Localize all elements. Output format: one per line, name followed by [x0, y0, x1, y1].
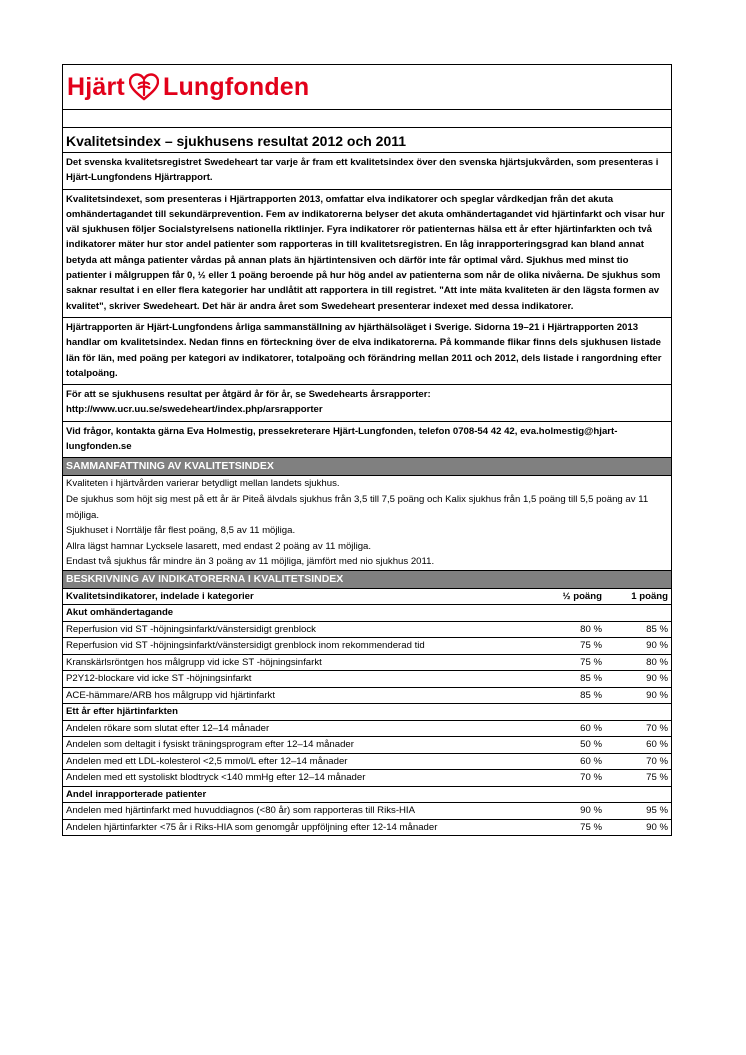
column-header-one-point: 1 poäng	[605, 589, 671, 605]
half-point-value: 75 %	[509, 654, 605, 671]
one-point-value: 90 %	[646, 821, 668, 833]
category-row	[63, 704, 671, 721]
indicator-label: Andelen hjärtinfarkter <75 år i Riks-HIA som genomgår uppföljning efter 12-14 månader	[66, 821, 438, 833]
half-point-value: 60 %	[509, 753, 605, 770]
half-point-value: 70 %	[509, 770, 605, 787]
table-row	[63, 621, 671, 638]
one-point-value: 90 %	[605, 687, 671, 704]
intro-paragraph: Det svenska kvalitetsregistret Swedeheart tar varje år fram ett kvalitetsindex över den svenska hjärtsjukvården, som presenteras i Hjärt-Lungfondens Hjärtrapport.	[63, 153, 671, 190]
heart-logo-icon	[129, 73, 159, 101]
indicator-label: Andelen som deltagit i fysiskt träningsprogram efter 12–14 månader	[63, 737, 509, 754]
table-row	[63, 770, 671, 787]
category-label: Ett år efter hjärtinfarkten	[63, 704, 671, 721]
table-row	[63, 753, 671, 770]
table-row	[63, 819, 671, 835]
contact-paragraph: Vid frågor, kontakta gärna Eva Holmestig, pressekreterare Hjärt-Lungfonden, telefon 0708-54 42 42, eva.holmestig@hjart-lungfonden.se	[63, 422, 671, 459]
one-point-value: 70 %	[605, 720, 671, 737]
brand-logo	[63, 65, 671, 110]
summary-line: De sjukhus som höjt sig mest på ett år är Piteå älvdals sjukhus från 3,5 till 7,5 poäng och Kalix sjukhus från 1,5 poäng till 5,5 poäng av 11 möjliga.	[66, 493, 649, 521]
summary-list	[63, 476, 671, 571]
table-row	[63, 654, 671, 671]
annual-reports-paragraph	[63, 385, 671, 422]
table-row	[63, 638, 671, 655]
index-description-paragraph: Kvalitetsindexet, som presenteras i Hjärtrapporten 2013, omfattar elva indikatorer och speglar vårdkedjan från det akuta omhändertagandet till sekundärprevention. Fem av indikatorerna belyser det akuta omhändertagandet vid hjärtinfarkt och visar hur väl sjukhusen följer Socialstyrelsens nationella riktlinjer. Fyra indikatorer rör patienternas hälsa ett år efter hjärtinfarkten och två indikatorer mäter hur stor andel patienter som rapporteras in till kvalitetsregistren. En låg inrapporteringsgrad kan bland annat betyda att många patienter vårdas på annan plats än hjärtintensiven och därför inte får optimal vård. Sjukhus med minst tio patienter i målgruppen får 0, ½ eller 1 poäng beroende på hur hög andel av patienterna som når de olika nivåerna. De sjukhus som saknar resultat i en eller flera kategorier har undlåtit att rapportera in till registret. "Att inte mäta kvaliteten är den lägsta formen av kvalitet", skriver Swedeheart. Det här är andra året som Swedeheart presenterar indexet med dessa indikatorer.	[63, 190, 671, 318]
report-paragraph: Hjärtrapporten är Hjärt-Lungfondens årliga sammanställning av hjärthälsoläget i Sverige. Sidorna 19–21 i Hjärtrapporten 2013 handlar om kvalitetsindex. Nedan finns en förteckning över de elva indikatorerna. På kommande flikar finns dels sjukhusen listade län för län, med poäng per kategori av indikatorer, totalpoäng och förändring mellan 2011 och 2012, dels listade i rangordning efter totalpoäng.	[63, 318, 671, 385]
half-point-value: 75 %	[580, 821, 602, 833]
half-point-value: 60 %	[509, 720, 605, 737]
indicator-label: Andelen med ett LDL-kolesterol <2,5 mmol/L efter 12–14 månader	[63, 753, 509, 770]
brand-name-left: Hjärt	[67, 72, 125, 101]
indicator-label: ACE-hämmare/ARB hos målgrupp vid hjärtinfarkt	[63, 687, 509, 704]
indicator-label: P2Y12-blockare vid icke ST -höjningsinfarkt	[63, 671, 509, 688]
one-point-value: 80 %	[605, 654, 671, 671]
indicator-label: Andelen rökare som slutat efter 12–14 månader	[63, 720, 509, 737]
document-title: Kvalitetsindex – sjukhusens resultat 2012 och 2011	[63, 128, 671, 153]
one-point-value: 70 %	[605, 753, 671, 770]
document-sheet	[62, 64, 672, 836]
half-point-value: 85 %	[509, 671, 605, 688]
table-row	[63, 720, 671, 737]
half-point-value: 50 %	[509, 737, 605, 754]
indicators-table	[63, 589, 671, 836]
indicator-label: Andelen med hjärtinfarkt med huvuddiagnos (<80 år) som rapporteras till Riks-HIA	[63, 803, 509, 820]
half-point-value: 90 %	[509, 803, 605, 820]
column-header-indicator: Kvalitetsindikatorer, indelade i kategorier	[63, 589, 509, 605]
half-point-value: 75 %	[509, 638, 605, 655]
brand-name-right: Lungfonden	[162, 72, 310, 101]
annual-reports-text: För att se sjukhusens resultat per åtgärd år för år, se Swedehearts årsrapporter:	[66, 389, 431, 401]
category-row	[63, 605, 671, 622]
summary-heading: SAMMANFATTNING AV KVALITETSINDEX	[63, 458, 671, 476]
one-point-value: 75 %	[605, 770, 671, 787]
table-header-row	[63, 589, 671, 605]
indicator-label: Reperfusion vid ST -höjningsinfarkt/vänstersidigt grenblock inom rekommenderad tid	[63, 638, 509, 655]
category-row	[63, 786, 671, 803]
column-header-half-point: ½ poäng	[509, 589, 605, 605]
category-label: Akut omhändertagande	[63, 605, 671, 622]
one-point-value: 85 %	[605, 621, 671, 638]
table-row	[63, 803, 671, 820]
spacer-row	[63, 110, 671, 128]
summary-line: Sjukhuset i Norrtälje får flest poäng, 8,5 av 11 möjliga.	[66, 525, 296, 537]
summary-line: Allra lägst hamnar Lycksele lasarett, med endast 2 poäng av 11 möjliga.	[66, 540, 372, 552]
indicator-label: Andelen med ett systoliskt blodtryck <140 mmHg efter 12–14 månader	[63, 770, 509, 787]
summary-line: Kvaliteten i hjärtvården varierar betydligt mellan landets sjukhus.	[66, 478, 340, 490]
indicator-label: Reperfusion vid ST -höjningsinfarkt/vänstersidigt grenblock	[63, 621, 509, 638]
one-point-value: 90 %	[605, 671, 671, 688]
one-point-value: 90 %	[605, 638, 671, 655]
half-point-value: 80 %	[509, 621, 605, 638]
category-label: Andel inrapporterade patienter	[63, 786, 671, 803]
annual-reports-link[interactable]: http://www.ucr.uu.se/swedeheart/index.php/arsrapporter	[66, 404, 323, 416]
table-row	[63, 671, 671, 688]
half-point-value: 85 %	[509, 687, 605, 704]
one-point-value: 95 %	[605, 803, 671, 820]
table-row	[63, 687, 671, 704]
indicator-label: Kranskärlsröntgen hos målgrupp vid icke ST -höjningsinfarkt	[63, 654, 509, 671]
table-row	[63, 737, 671, 754]
summary-line: Endast två sjukhus får mindre än 3 poäng av 11 möjliga, jämfört med nio sjukhus 2011.	[66, 556, 435, 568]
indicators-heading: BESKRIVNING AV INDIKATORERNA I KVALITETSINDEX	[63, 571, 671, 589]
one-point-value: 60 %	[605, 737, 671, 754]
